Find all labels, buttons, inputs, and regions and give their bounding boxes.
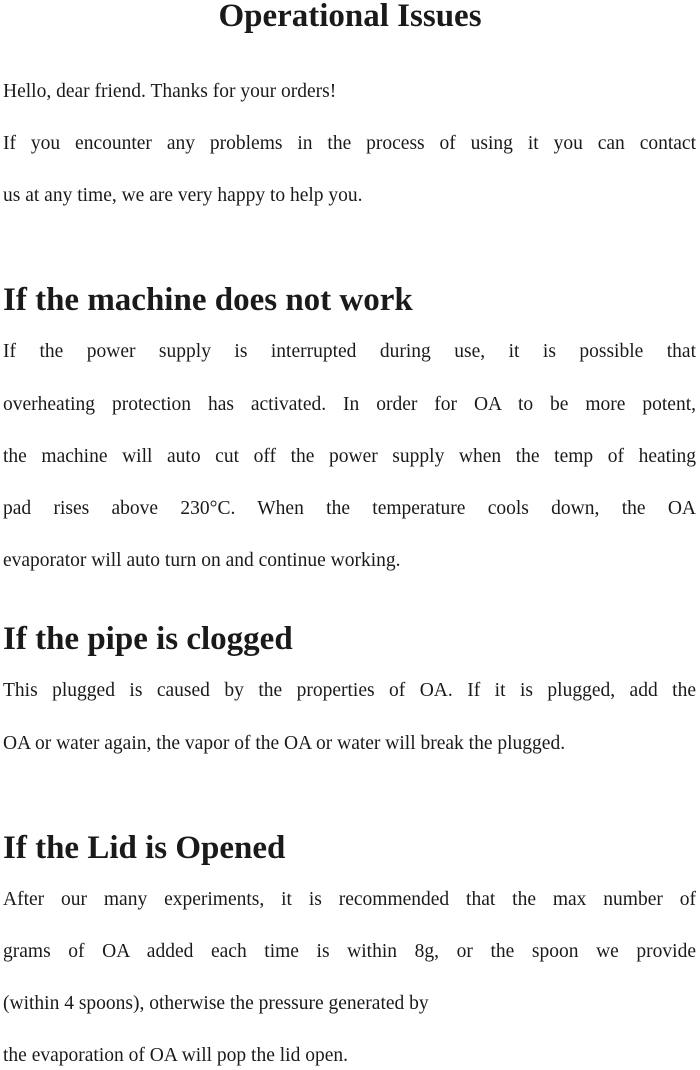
machine-line-1: If the power supply is interrupted during use, it is possible that xyxy=(3,341,696,362)
machine-line-5: evaporator will auto turn on and continue working. xyxy=(3,550,401,571)
lid-line-3: (within 4 spoons), otherwise the pressure generated by xyxy=(3,993,429,1014)
machine-line-4: pad rises above 230°C. When the temperature cools down, the OA xyxy=(3,498,696,519)
pipe-line-1: This plugged is caused by the properties of OA. If it is plugged, add the xyxy=(3,680,696,701)
lid-line-4: the evaporation of OA will pop the lid open. xyxy=(3,1045,348,1066)
lid-line-1: After our many experiments, it is recommended that the max number of xyxy=(3,889,696,910)
intro-line-1: Hello, dear friend. Thanks for your orders! xyxy=(3,81,337,102)
section-heading-lid: If the Lid is Opened xyxy=(3,830,286,866)
intro-line-3: us at any time, we are very happy to help you. xyxy=(3,185,363,206)
machine-line-2: overheating protection has activated. In order for OA to be more potent, xyxy=(3,394,696,415)
pipe-line-2: OA or water again, the vapor of the OA or water will break the plugged. xyxy=(3,733,566,754)
intro-line-2: If you encounter any problems in the process of using it you can contact xyxy=(3,133,696,154)
section-heading-pipe: If the pipe is clogged xyxy=(3,621,293,657)
lid-line-2: grams of OA added each time is within 8g, or the spoon we provide xyxy=(3,941,696,962)
page-title: Operational Issues xyxy=(218,0,482,34)
section-heading-machine: If the machine does not work xyxy=(3,282,413,318)
machine-line-3: the machine will auto cut off the power supply when the temp of heating xyxy=(3,446,696,467)
